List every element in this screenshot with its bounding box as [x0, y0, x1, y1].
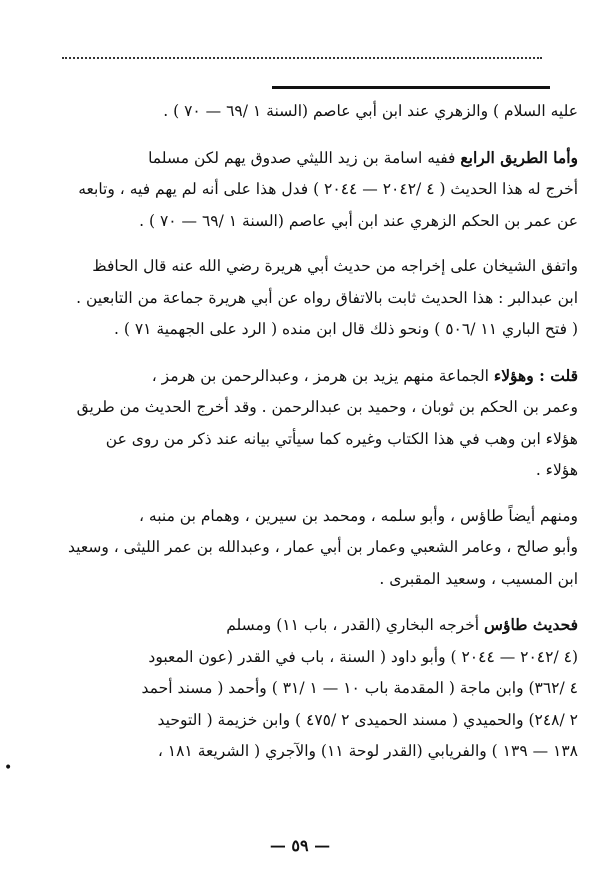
text-line: هؤلاء . [535, 461, 578, 479]
paragraph-3 [30, 251, 578, 346]
text-line: وأبو صالح ، وعامر الشعبي وعمار بن أبي عمار ، وعبدالله بن عمر الليثى ، وسعيد [68, 538, 578, 556]
solid-separator [272, 86, 550, 89]
text-line: ومنهم أيضاً طاؤس ، وأبو سلمه ، ومحمد بن سيرين ، وهمام بن منبه ، [138, 506, 578, 525]
text-line: واتفق الشيخان على إخراجه من حديث أبي هريرة رضي الله عنه قال الحافظ [92, 257, 578, 275]
text-line: عليه السلام ) والزهري عند ابن أبي عاصم (السنة ١ /٦٩ — ٧٠ ) . [163, 102, 578, 120]
text-line: أخرج له هذا الحديث ( ٤ /٢٠٤٢ — ٢٠٤٤ ) فدل هذا على أنه لم يهم فيه ، وتابعه [78, 180, 578, 198]
text-line: ( فتح الباري ١١ /٥٠٦ ) ونحو ذلك قال ابن منده ( الرد على الجهمية ٧١ ) . [113, 320, 578, 338]
text-line: قلت : وهؤلاء الجماعة منهم يزيد بن هرمز ، وعبدالرحمن بن هرمز ، [151, 365, 578, 385]
highlight-heading: قلت : وهؤلاء [493, 365, 578, 385]
highlight-heading: وأما الطريق الرابع [460, 147, 578, 167]
text-line: فحديث طاؤس أخرجه البخاري (القدر ، باب ١١) ومسلم [226, 615, 578, 634]
text-line: وأما الطريق الرابع ففيه اسامة بن زيد الليثي صدوق يهم لكن مسلما [148, 147, 578, 167]
dotted-separator [62, 57, 542, 59]
text-line: ٢ /٢٤٨) والحميدي ( مسند الحميدى ٢ /٤٧٥ ) وابن خزيمة ( التوحيد [157, 710, 578, 729]
text-line: ابن المسيب ، وسعيد المقبرى . [379, 569, 578, 588]
margin-mark: • [4, 760, 13, 776]
paragraph-1 [30, 96, 578, 128]
paragraph-2 [30, 142, 578, 238]
text-line: (٤ /٢٠٤٢ — ٢٠٤٤ ) وأبو داود ( السنة ، باب في القدر (عون المعبود [148, 647, 578, 666]
paragraph-6 [30, 609, 578, 768]
highlight-heading: فحديث طاؤس [484, 615, 578, 634]
text-line: ٤ /٣٦٢) وابن ماجة ( المقدمة باب ١٠ — ١ /٣١ ) وأحمد ( مسند أحمد [141, 679, 578, 697]
main-text [30, 96, 578, 768]
paragraph-4 [30, 360, 578, 487]
text-line: ابن عبدالبر : هذا الحديث ثابت بالاتفاق رواه عن أبي هريرة جماعة من التابعين . [76, 288, 578, 307]
text-line: هؤلاء ابن وهب في هذا الكتاب وغيره كما سيأتي بيانه عند ذكر من روى عن [105, 429, 578, 448]
text-line: وعمر بن الحكم بن ثوبان ، وحميد بن عبدالرحمن . وقد أخرج الحديث من طريق [76, 398, 578, 416]
page-number: — ٥٩ — [269, 836, 331, 855]
text-line: عن عمر بن الحكم الزهري عند ابن أبي عاصم (السنة ١ /٦٩ — ٧٠ ) . [139, 211, 578, 230]
paragraph-5 [30, 501, 578, 596]
text-line: ١٣٨ — ١٣٩ ) والفريابي (القدر لوحة ١١) والآجري ( الشريعة ١٨١ ، [157, 742, 578, 760]
